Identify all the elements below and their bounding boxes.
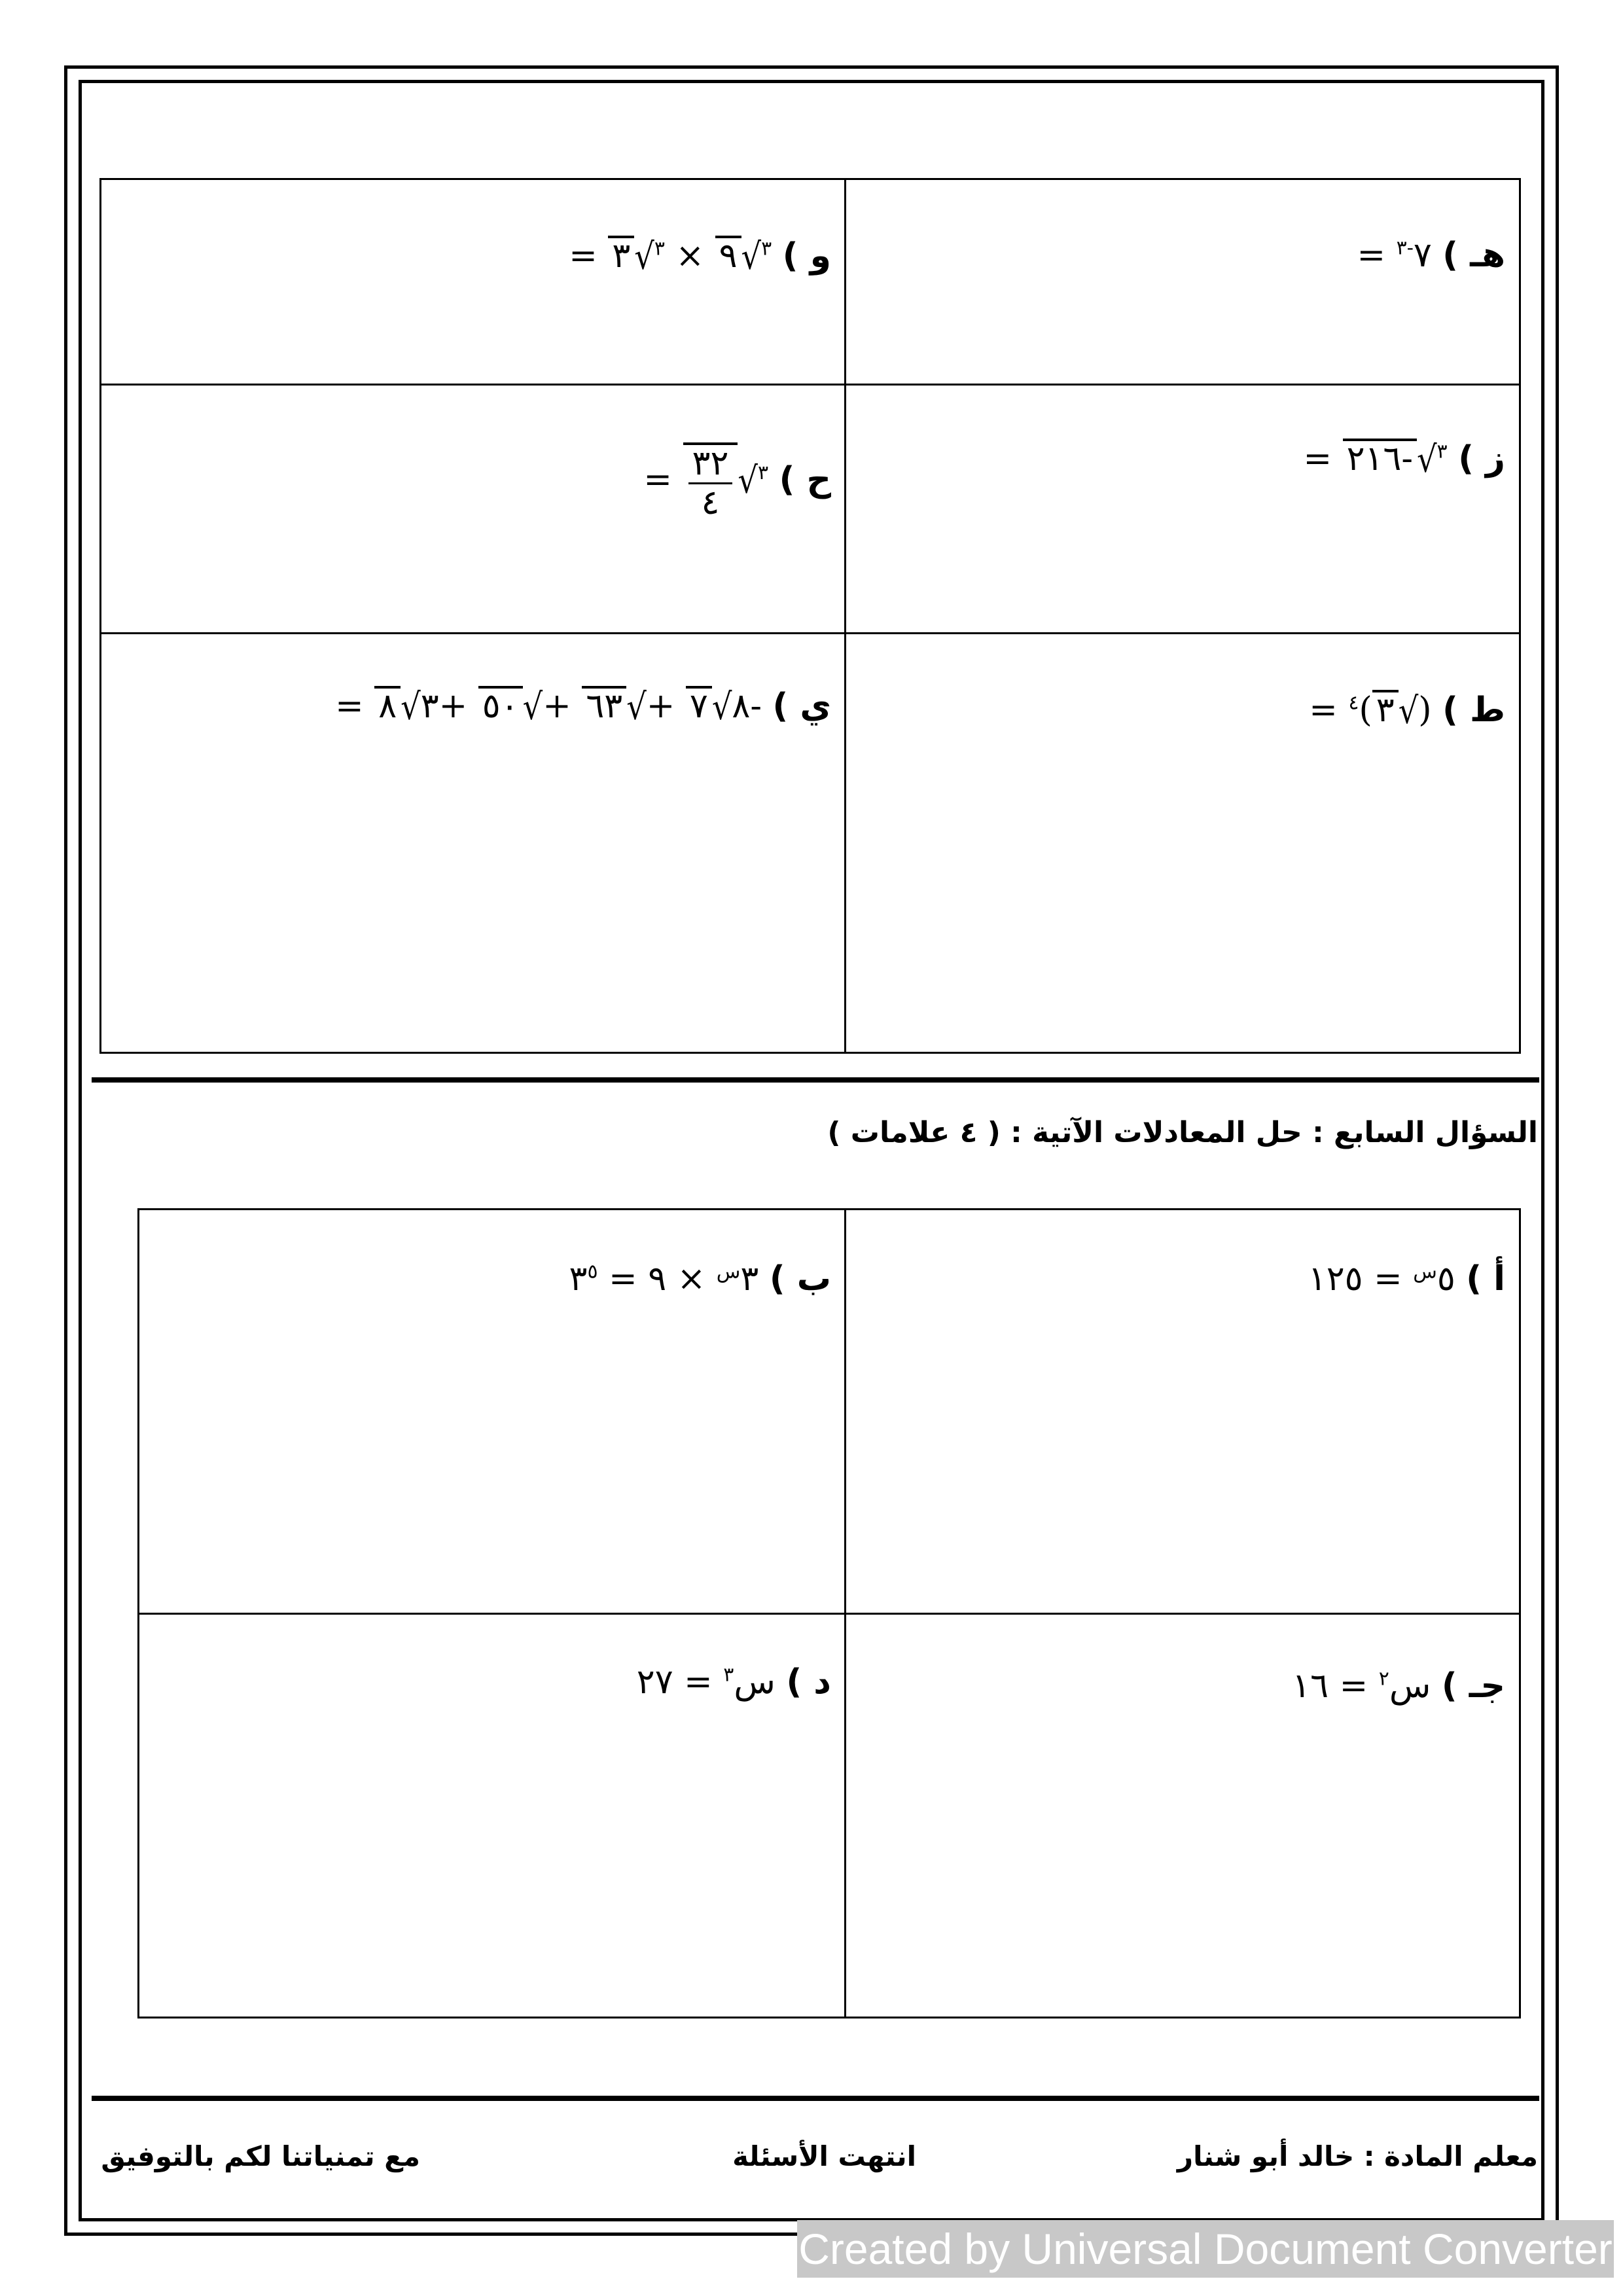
exercise-w-times: × <box>675 236 705 276</box>
exercise-ha-equals: = <box>643 460 672 500</box>
table1-row-divider-1 <box>99 384 1521 386</box>
section-divider <box>92 1077 1539 1083</box>
equation-a-label: أ ) <box>1466 1259 1505 1299</box>
equation-a-rhs: = ١٢٥ <box>1308 1259 1402 1299</box>
exercise-y-part-3: + <box>543 687 571 726</box>
exercise-ha-fraction <box>683 442 738 522</box>
converter-watermark: Created by Universal Document Converter <box>797 2220 1614 2278</box>
exercise-y-equals: = <box>335 687 364 726</box>
radical-icon: √ <box>711 685 732 728</box>
equation-j-exponent: ٢ <box>1378 1667 1389 1691</box>
teacher-name: معلم المادة : خالد أبو شنار <box>1177 2140 1538 2172</box>
equation-a <box>1308 1259 1505 1299</box>
exercise-y-part-4: +٣ <box>420 687 468 726</box>
exercise-t-exponent: ٤ <box>1348 691 1359 715</box>
equation-b-label: ب ) <box>769 1259 831 1299</box>
radical-icon: √ <box>1398 689 1419 732</box>
equation-d-label: د ) <box>786 1662 831 1702</box>
exercise-y-label: ي ) <box>772 687 831 726</box>
radical-icon: √ <box>738 459 758 502</box>
exercise-t-radicand: ٣ <box>1372 690 1399 728</box>
exercise-w <box>569 236 831 276</box>
exercise-ha <box>643 442 831 522</box>
exercise-w-radicand-1: ٩ <box>715 236 741 274</box>
exercise-w-equals: = <box>569 236 597 276</box>
table2-row-divider <box>137 1613 1521 1615</box>
exercise-h-exponent: -٣ <box>1396 236 1414 260</box>
exercise-t <box>1309 690 1505 730</box>
radical-icon: √ <box>626 685 647 728</box>
exercise-z-label: ز ) <box>1458 439 1505 478</box>
radical-icon: √ <box>522 685 543 728</box>
good-luck-wishes: مع تمنياتنا لكم بالتوفيق <box>101 2140 420 2172</box>
end-of-questions: انتهت الأسئلة <box>732 2140 916 2172</box>
exercise-table-1 <box>99 178 1521 1054</box>
exercise-ha-index: ٣ <box>757 461 769 484</box>
exercise-ha-denominator: ٤ <box>701 483 720 523</box>
exercise-y-radicand-2: ٦٣ <box>582 686 626 725</box>
exercise-h-equals: = <box>1357 236 1386 275</box>
exercise-y-part-2: + <box>646 687 675 726</box>
exercise-ha-label: ح ) <box>779 460 831 500</box>
equation-d-base: س <box>734 1662 776 1702</box>
equation-a-base: ٥ <box>1436 1259 1455 1299</box>
exercise-y-radicand-4: ٨ <box>374 686 401 725</box>
exercise-h-label: هـ ) <box>1442 236 1505 275</box>
table1-column-divider <box>844 178 846 1054</box>
exercise-y <box>335 686 831 726</box>
equation-b-exponent-2: ٥ <box>587 1260 598 1283</box>
equation-a-exponent: س <box>1413 1260 1437 1283</box>
radical-icon: √ <box>634 235 654 278</box>
open-paren: ( <box>1418 691 1432 730</box>
equation-j <box>1292 1666 1505 1706</box>
footer-divider <box>92 2096 1539 2101</box>
equation-d-rhs: = ٢٧ <box>636 1662 713 1702</box>
table1-row-divider-2 <box>99 632 1521 634</box>
exercise-y-radicand-3: ٥٠ <box>478 686 523 725</box>
close-paren: ) <box>1359 691 1372 730</box>
equation-j-rhs: = ١٦ <box>1292 1666 1368 1706</box>
radical-icon: √ <box>401 685 421 728</box>
exercise-ha-numerator: ٣٢ <box>688 445 733 484</box>
equation-b-exponent: س <box>716 1260 741 1283</box>
exercise-w-index-1: ٣ <box>761 237 772 260</box>
question-7-title: السؤال السابع : حل المعادلات الآتية : ( ٤ علامات ) <box>827 1116 1538 1149</box>
exercise-h <box>1357 236 1505 275</box>
equation-b-middle: × ٩ = ٣ <box>569 1259 706 1299</box>
exercise-y-part-1: -٨ <box>732 687 762 726</box>
exercise-z-index: ٣ <box>1436 440 1448 463</box>
exercise-z-radicand: -٢١٦ <box>1343 439 1417 477</box>
radical-icon: √ <box>1416 438 1437 481</box>
exercise-z <box>1303 438 1505 481</box>
equation-j-base: س <box>1389 1666 1431 1706</box>
equation-d <box>637 1662 831 1702</box>
equation-j-label: جـ ) <box>1441 1666 1505 1706</box>
equation-b-base: ٣ <box>740 1259 759 1299</box>
exercise-w-index-2: ٣ <box>654 237 665 260</box>
exercise-t-label: ط ) <box>1442 691 1505 730</box>
exercise-w-label: و ) <box>782 236 831 276</box>
exercise-h-base: ٧ <box>1413 236 1432 275</box>
exercise-z-equals: = <box>1303 439 1332 478</box>
equation-b <box>569 1259 832 1299</box>
radical-icon: √ <box>741 235 762 278</box>
exercise-t-equals: = <box>1309 691 1338 730</box>
exercise-w-radicand-2: ٣ <box>608 236 634 274</box>
exercise-y-radicand-1: ٧ <box>686 686 712 725</box>
equation-d-exponent: ٣ <box>723 1663 734 1687</box>
